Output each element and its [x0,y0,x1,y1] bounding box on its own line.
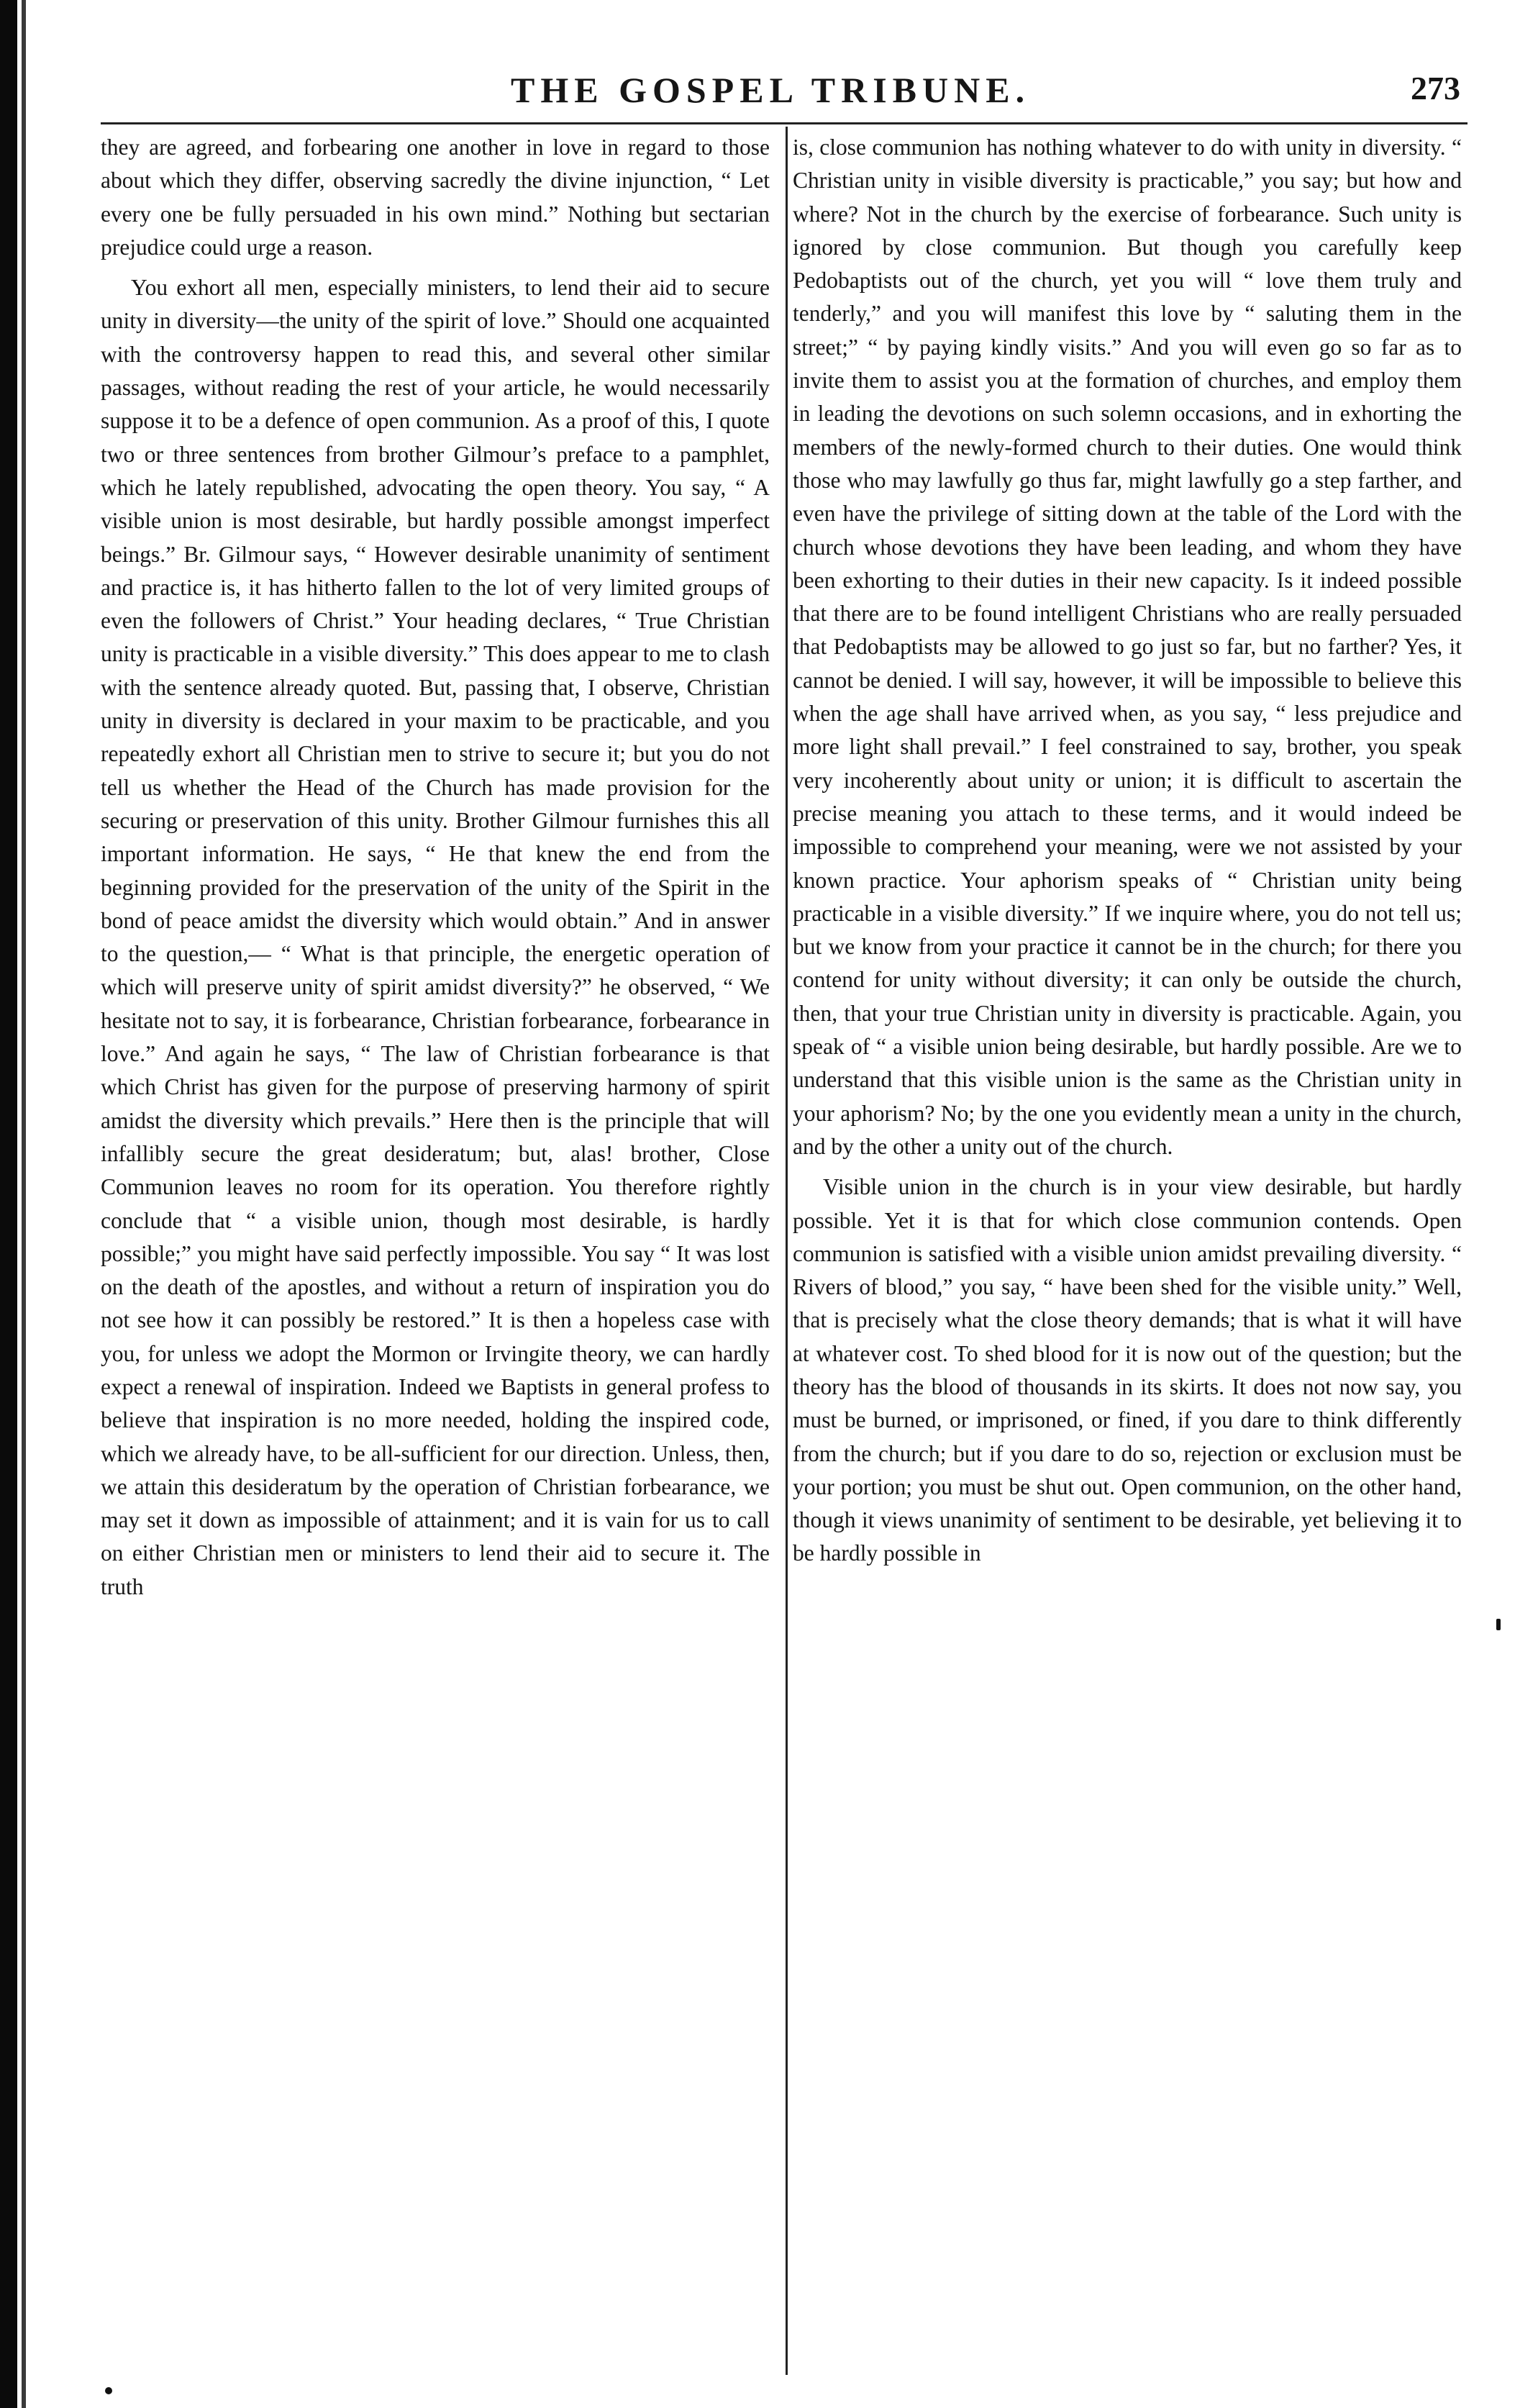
ink-speck [105,2387,112,2394]
binding-edge [0,0,17,2408]
column-divider [786,127,788,2375]
paragraph: is, close communion has nothing whatever to do with unity in diversity. “ Christian unity in visible diversity is practicable,” you say; but how and where? Not in the church by the exercise of forbearance. Such unity is ignored by close communion. But though you carefully keep Pedobaptists out of the church, yet you will “ love them truly and tenderly,” and you will manifest this love by “ saluting them in the street;” “ by paying kindly visits.” And you will even go so far as to invite them to assist you at the formation of churches, and employ them in leading the devotions on such solemn occasions, and in exhorting the members of the newly-formed church to their duties. One would think those who may lawfully go thus far, might lawfully go a step farther, and even have the privilege of sitting down at the table of the Lord with the church whose devotions they have been leading, and whom they have been exhorting to their duties in their new capacity. Is it indeed possible that there are to be found intelligent Christians who are really persuaded that Pedobaptists may be allowed to go just so far, but no farther? Yes, it cannot be denied. I will say, however, it will be impossible to believe this when the age shall have arrived when, as you say, “ less prejudice and more light shall prevail.” I feel constrained to say, brother, you speak very incoherently about unity or union; it is difficult to ascertain the precise meaning you attach to these terms, and it would indeed be impossible to comprehend your meaning, were we not assisted by your known practice. Your aphorism speaks of “ Christian unity being practicable in a visible diversity.” If we inquire where, you do not tell us; but we know from your practice it cannot be in the church; for there you contend for unity without diversity; it can only be outside the church, then, that your true Christian unity in diversity is practicable. Again, you speak of “ a visible union being desirable, but hardly possible. Are we to understand that this visible union is the same as the Christian unity in your aphorism? No; by the one you evidently mean a unity in the church, and by the other a unity out of the church. [793,135,1462,1159]
running-header [108,69,1460,119]
paragraph: they are agreed, and forbearing one another in love in regard to those about which they differ, observing sacredly the divine injunction, “ Let every one be fully persuaded in his own mind.” Nothing but sectarian prejudice could urge a reason. [101,135,770,260]
paragraph: You exhort all men, especially ministers, to lend their aid to secure unity in diversity—the unity of the spirit of love.” Should one acquainted with the controversy happen to read this, and several other similar passages, without reading the rest of your article, he would necessarily suppose it to be a defence of open communion. As a proof of this, I quote two or three sentences from brother Gilmour’s preface to a pamphlet, which he lately republished, advocating the open theory. You say, “ A visible union is most desirable, but hardly possible amongst imperfect beings.” Br. Gilmour says, “ However desirable unanimity of sentiment and practice is, it has hitherto fallen to the lot of very limited groups of even the followers of Christ.” Your heading declares, “ True Christian unity is practicable in a visible diversity.” This does appear to me to clash with the sentence already quoted. But, passing that, I observe, Christian unity in diversity is declared in your maxim to be practicable, and you repeatedly exhort all Christian men to strive to secure it; but you do not tell us whether the Head of the Church has made provision for the securing or preservation of this unity. Brother Gilmour furnishes this all important information. He says, “ He that knew the end from the beginning provided for the preservation of the unity of the Spirit in the bond of peace amidst the diversity which would obtain.” And in answer to the question,— “ What is that principle, the energetic operation of which will preserve unity of spirit amidst diversity?” he observed, “ We hesitate not to say, it is forbearance, Christian forbearance, forbearance in love.” And again he says, “ The law of Christian forbearance is that which Christ has given for the purpose of preserving harmony of spirit amidst the diversity which prevails.” Here then is the principle that will infallibly secure the great desideratum; but, alas! brother, Close Communion leaves no room for its operation. You therefore rightly conclude that “ a visible union, though most desirable, is hardly possible;” you might have said perfectly impossible. You say “ It was lost on the death of the apostles, and without a return of inspiration you do not see how it can possibly be restored.” It is then a hopeless case with you, for unless we adopt the Mormon or Irvingite theory, we can hardly expect a renewal of inspiration. Indeed we Baptists in general profess to believe that inspiration is no more needed, holding the inspired code, which we already have, to be all-sufficient for our direction. Unless, then, we attain this desideratum by the operation of Christian forbearance, we may set it down as impossible of attainment; and it is vain for us to call on either Christian men or ministers to lend their aid to secure it. The truth [101,275,770,1599]
left-column [101,131,770,2383]
header-rule [101,122,1468,124]
binding-shadow [22,0,26,2408]
journal-title: THE GOSPEL TRIBUNE. [511,70,1031,110]
right-column [793,131,1462,2383]
paragraph: Visible union in the church is in your view desirable, but hardly possible. Yet it is that for which close communion contends. Open communion is satisfied with a visible union amidst prevailing diversity. “ Rivers of blood,” you say, “ have been shed for the visible unity.” Well, that is precisely what the close theory demands; that is what it will have at whatever cost. To shed blood for it is now out of the question; but the theory has the blood of thousands in its skirts. It does not now say, you must be burned, or imprisoned, or fined, if you dare to think differently from the church; but if you dare to do so, rejection or exclusion must be your portion; you must be shut out. Open communion, on the other hand, though it views unanimity of sentiment to be desirable, yet believing it to be hardly possible in [793,1174,1462,1566]
page-number: 273 [1411,70,1460,106]
ink-speck [1496,1619,1501,1630]
